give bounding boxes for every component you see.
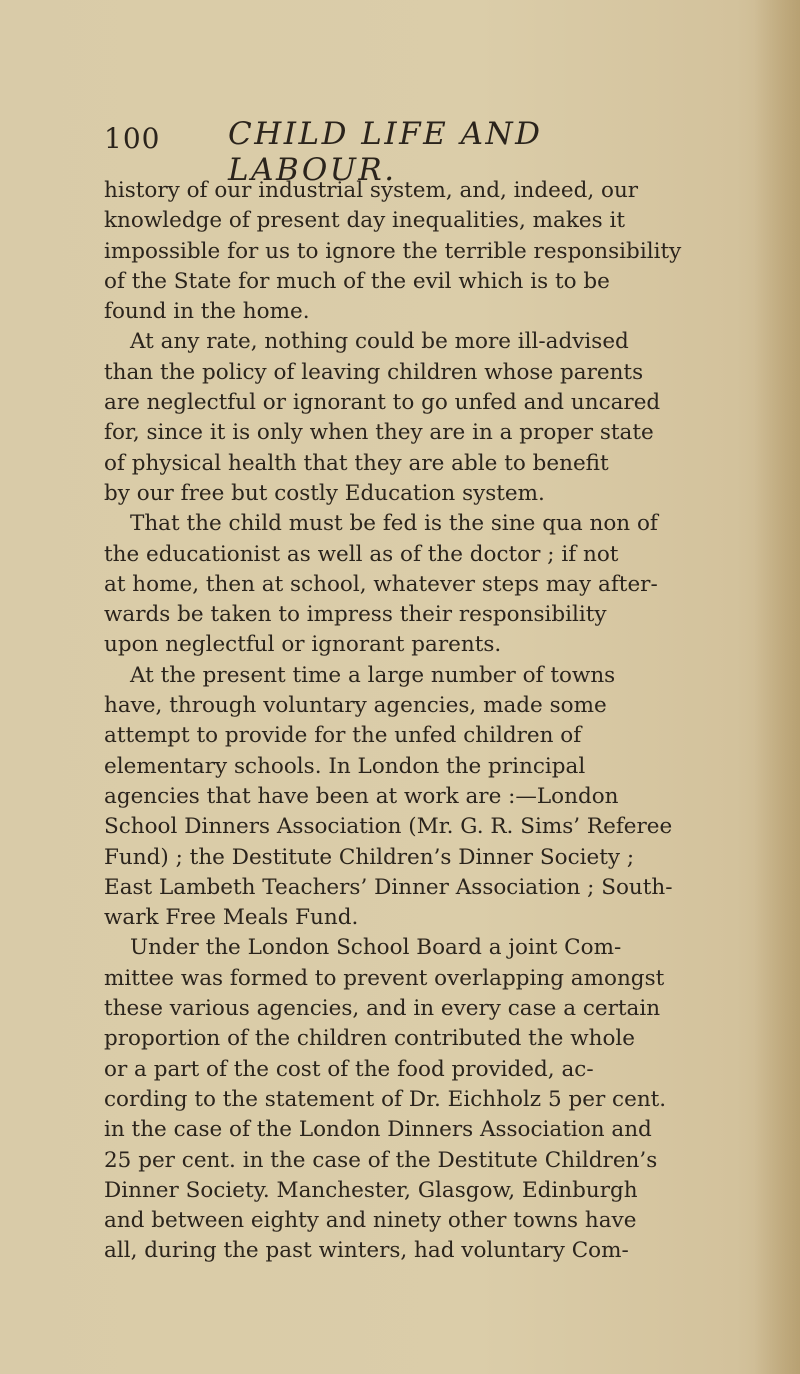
text-line: at home, then at school, whatever steps may after- [104, 571, 658, 597]
page-number: 100 [104, 122, 161, 155]
running-title: CHILD LIFE AND LABOUR. [228, 116, 543, 188]
text-line: 25 per cent. in the case of the Destitute Children’s [104, 1147, 658, 1173]
text-line: have, through voluntary agencies, made some [104, 693, 607, 719]
text-line: agencies that have been at work are :—London [104, 783, 619, 809]
text-line: At any rate, nothing could be more ill-advised [130, 329, 629, 355]
text-line: of the State for much of the evil which is to be [104, 268, 610, 294]
text-line: Fund) ; the Destitute Children’s Dinner Society ; [104, 844, 635, 870]
text-line: mittee was formed to prevent overlapping amongst [104, 965, 665, 991]
text-line: knowledge of present day inequalities, makes it [104, 208, 625, 234]
text-line: than the policy of leaving children whose parents [104, 359, 644, 385]
text-line: Dinner Society. Manchester, Glasgow, Edinburgh [104, 1177, 638, 1203]
text-line: upon neglectful or ignorant parents. [104, 632, 502, 658]
text-line: That the child must be fed is the sine qua non of [130, 511, 658, 537]
page-edge-shadow [754, 0, 800, 1374]
text-line: in the case of the London Dinners Association and [104, 1117, 652, 1143]
text-line: proportion of the children contributed the whole [104, 1026, 636, 1052]
text-line: are neglectful or ignorant to go unfed and uncared [104, 390, 661, 416]
text-line: elementary schools. In London the principal [104, 753, 586, 779]
text-line: At the present time a large number of towns [130, 662, 616, 688]
text-line: or a part of the cost of the food provided, ac- [104, 1056, 594, 1082]
text-line: for, since it is only when they are in a proper state [104, 420, 654, 446]
text-line: by our free but costly Education system. [104, 480, 545, 506]
text-line: East Lambeth Teachers’ Dinner Association ; South- [104, 874, 673, 900]
text-line: wark Free Meals Fund. [104, 905, 359, 931]
text-line: impossible for us to ignore the terrible responsibility [104, 238, 682, 264]
body-text [104, 176, 694, 1267]
text-line: all, during the past winters, had voluntary Com- [104, 1238, 629, 1264]
text-line: the educationist as well as of the doctor ; if not [104, 541, 619, 567]
text-line: of physical health that they are able to benefit [104, 450, 609, 476]
running-head [104, 116, 704, 188]
text-line: attempt to provide for the unfed children of [104, 723, 582, 749]
text-line: School Dinners Association (Mr. G. R. Sims’ Referee [104, 814, 673, 840]
text-line: cording to the statement of Dr. Eichholz 5 per cent. [104, 1086, 667, 1112]
text-line: Under the London School Board a joint Com- [130, 935, 622, 961]
text-line: wards be taken to impress their responsibility [104, 602, 607, 628]
text-line: and between eighty and ninety other towns have [104, 1208, 637, 1234]
text-line: history of our industrial system, and, indeed, our [104, 178, 639, 203]
text-line: found in the home. [104, 299, 310, 325]
text-line: these various agencies, and in every case a certain [104, 996, 661, 1022]
